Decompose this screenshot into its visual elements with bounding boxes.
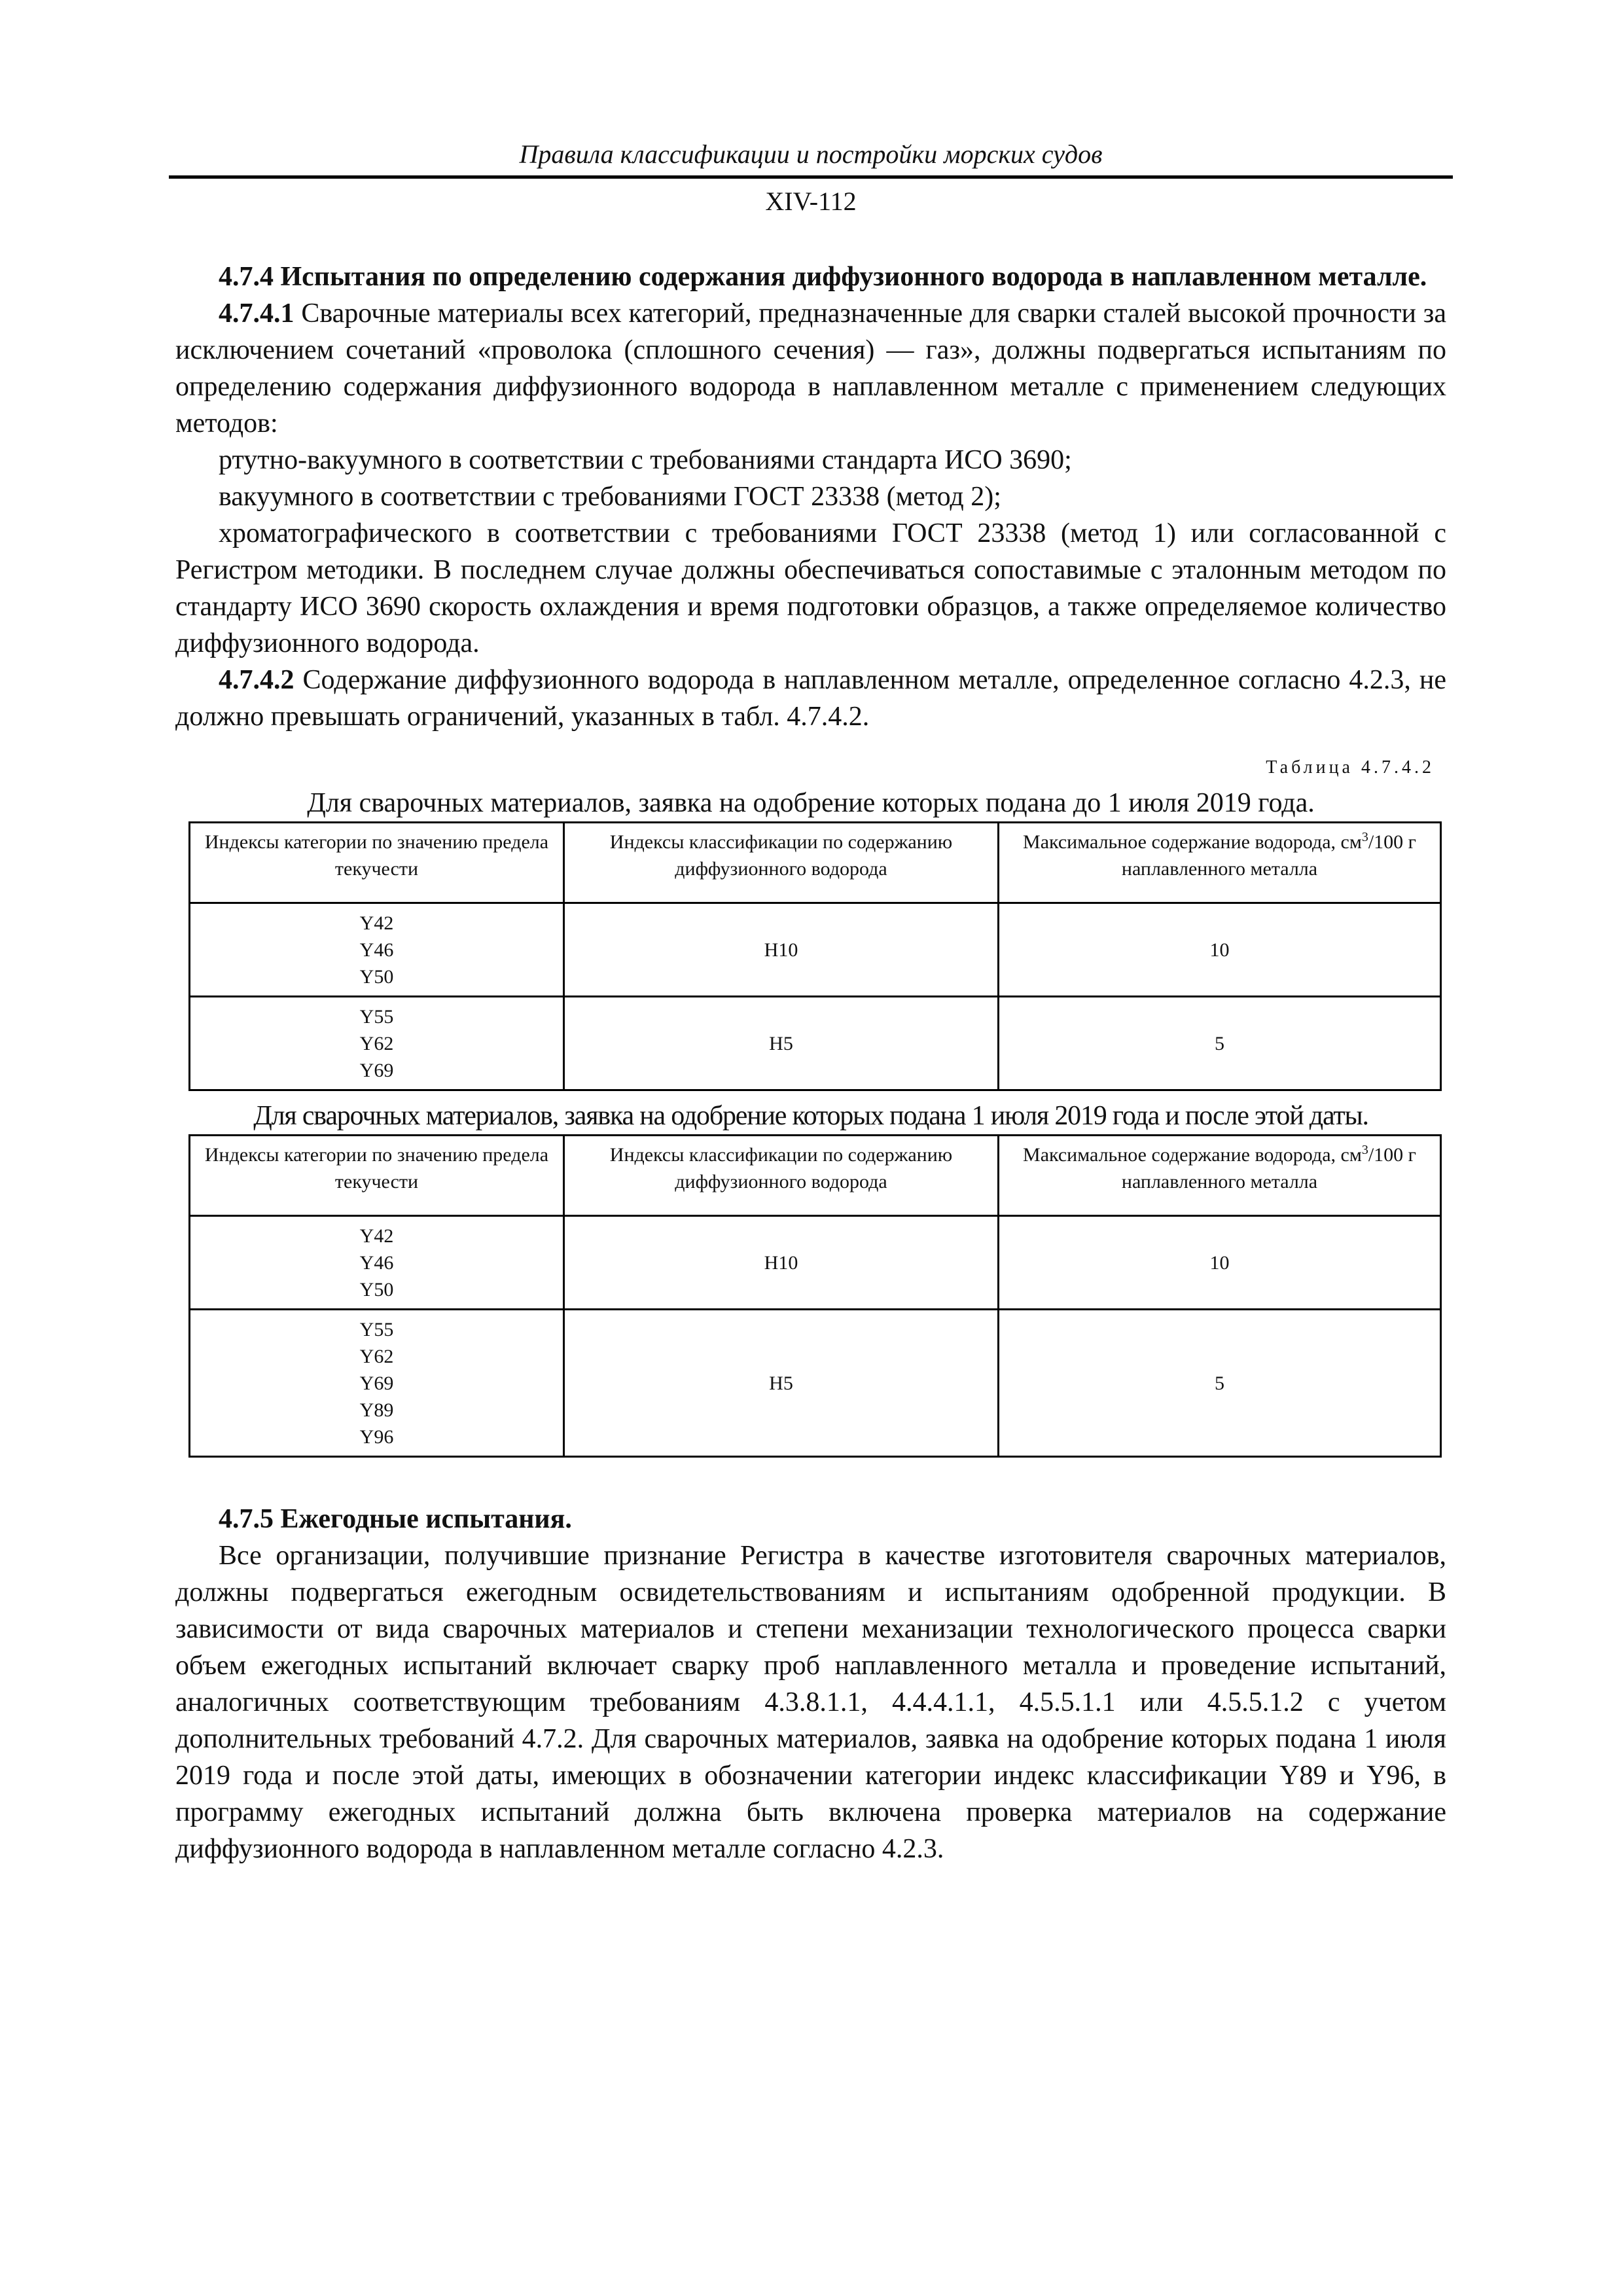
- header-text: Максимальное содержание водорода, см: [1023, 831, 1362, 853]
- header-text-rest: /100 г наплавленного металла: [1121, 1144, 1416, 1193]
- header-cell-max-hydrogen: [999, 823, 1441, 903]
- category-cell: [190, 1310, 564, 1457]
- table-header-row: [190, 823, 1441, 903]
- section-4-7-4-heading: [175, 259, 1446, 295]
- header-text: Максимальное содержание водорода, см: [1023, 1144, 1362, 1166]
- category-value: Y62: [359, 1345, 394, 1367]
- method-item-1: ртутно-вакуумного в соответствии с требованиями стандарта ИСО 3690;: [219, 445, 1072, 475]
- document-body: [175, 259, 1446, 1867]
- paragraph-4-7-4-2: [175, 662, 1446, 735]
- category-value: Y96: [359, 1426, 394, 1448]
- category-value: Y50: [359, 1278, 394, 1300]
- category-value: Y62: [359, 1032, 394, 1054]
- hydrogen-table-1: [188, 821, 1442, 1091]
- paragraph-4-7-4-1: [175, 295, 1446, 442]
- page-header-title: Правила классификации и постройки морских судов: [519, 139, 1103, 169]
- superscript: 3: [1361, 830, 1368, 844]
- header-cell-category: Индексы категории по значению предела текучести: [190, 823, 564, 903]
- method-item-2: вакуумного в соответствии с требованиями ГОСТ 23338 (метод 2);: [219, 482, 1001, 512]
- category-value: Y69: [359, 1372, 394, 1394]
- clause-number: 4.7.4.2: [219, 665, 294, 695]
- category-value: Y42: [359, 1225, 394, 1247]
- method-item-3: хроматографического в соответствии с требованиями ГОСТ 23338 (метод 1) или согласованной с Регистром методики. В последнем случае должны обеспечиваться сопоставимые с эталонным методом по стандарту ИСО 3690 скорость охлаждения и время подготовки образцов, а также определяемое количество диффузионного водорода.: [175, 518, 1446, 658]
- section-number: 4.7.5: [219, 1504, 274, 1534]
- max-cell: 5: [999, 1310, 1441, 1457]
- table-header-row: [190, 1136, 1441, 1216]
- category-cell: [190, 903, 564, 997]
- category-value: Y55: [359, 1318, 394, 1340]
- table-row: [190, 997, 1441, 1090]
- superscript: 3: [1361, 1143, 1368, 1157]
- category-value: Y50: [359, 965, 394, 988]
- header-text-rest: /100 г наплавленного металла: [1121, 831, 1416, 880]
- header-cell-index: Индексы классификации по содержанию диффузионного водорода: [564, 823, 999, 903]
- paragraph-text: Сварочные материалы всех категорий, предназначенные для сварки сталей высокой прочности за исключением сочетаний «проволока (сплошного сечения) — газ», должны подвергаться испытаниям по определению содержания диффузионного водорода в наплавленном металле с применением следующих методов:: [175, 298, 1446, 439]
- index-cell: H10: [564, 903, 999, 997]
- table-row: [190, 1310, 1441, 1457]
- index-cell: H10: [564, 1216, 999, 1310]
- table-2-title: Для сварочных материалов, заявка на одобрение которых подана 1 июля 2019 года и после этой даты.: [253, 1101, 1368, 1131]
- index-cell: H5: [564, 1310, 999, 1457]
- category-value: Y42: [359, 912, 394, 934]
- header-cell-category: Индексы категории по значению предела текучести: [190, 1136, 564, 1216]
- section-title: Ежегодные испытания.: [280, 1504, 572, 1534]
- category-value: Y55: [359, 1005, 394, 1028]
- max-cell: 10: [999, 1216, 1441, 1310]
- category-value: Y69: [359, 1059, 394, 1081]
- hydrogen-table-2: [188, 1134, 1442, 1458]
- index-cell: H5: [564, 997, 999, 1090]
- max-cell: 5: [999, 997, 1441, 1090]
- table-1-title: Для сварочных материалов, заявка на одобрение которых подана до 1 июля 2019 года.: [307, 788, 1315, 818]
- table-row: [190, 903, 1441, 997]
- category-value: Y46: [359, 939, 394, 961]
- page-number: XIV-112: [765, 187, 857, 216]
- section-number: 4.7.4: [219, 262, 274, 292]
- max-cell: 10: [999, 903, 1441, 997]
- category-value: Y89: [359, 1399, 394, 1421]
- paragraph-text: Содержание диффузионного водорода в наплавленном металле, определенное согласно 4.2.3, не должно превышать ограничений, указанных в табл. 4.7.4.2.: [175, 665, 1446, 732]
- section-title: Испытания по определению содержания диффузионного водорода в наплавленном металле.: [280, 262, 1427, 292]
- category-value: Y46: [359, 1251, 394, 1274]
- category-cell: [190, 1216, 564, 1310]
- header-divider: [169, 175, 1453, 179]
- category-cell: [190, 997, 564, 1090]
- table-row: [190, 1216, 1441, 1310]
- section-4-7-5-heading: [175, 1501, 1446, 1537]
- paragraph-4-7-5: Все организации, получившие признание Регистра в качестве изготовителя сварочных материалов, должны подвергаться ежегодным освидетельствованиям и испытаниям одобренной продукции. В зависимости от вида сварочных материалов и степени механизации технологического процесса сварки объем ежегодных испытаний включает сварку проб наплавленного металла и проведение испытаний, аналогичных соответствующим требованиям 4.3.8.1.1, 4.4.4.1.1, 4.5.5.1.1 или 4.5.5.1.2 с учетом дополнительных требований 4.7.2. Для сварочных материалов, заявка на одобрение которых подана 1 июля 2019 года и после этой даты, имеющих в обозначении категории индекс классификации Y89 и Y96, в программу ежегодных испытаний должна быть включена проверка материалов на содержание диффузионного водорода в наплавленном металле согласно 4.2.3.: [175, 1541, 1446, 1864]
- header-cell-index: Индексы классификации по содержанию диффузионного водорода: [564, 1136, 999, 1216]
- header-cell-max-hydrogen: [999, 1136, 1441, 1216]
- table-caption: Таблица 4.7.4.2: [1266, 757, 1435, 778]
- clause-number: 4.7.4.1: [219, 298, 294, 329]
